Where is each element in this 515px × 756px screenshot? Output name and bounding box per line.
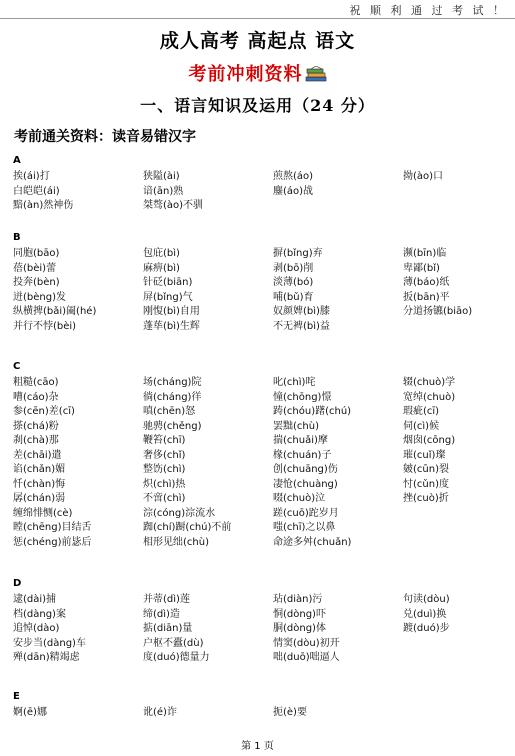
word-entry: 皴(cūn)裂: [403, 464, 449, 475]
word-entry: 殚(dān)精竭虑: [13, 652, 80, 663]
word-entry: 椽(chuán)子: [273, 449, 332, 461]
word-entry: 踱(duó)步: [403, 623, 450, 634]
top-banner: [0, 0, 515, 19]
word-entry: 谙(ān)熟: [143, 185, 184, 197]
word-entry: 宽绰(chuò): [403, 391, 456, 403]
word-entry: 忏(chàn)悔: [13, 478, 66, 490]
word-entry: 淡薄(bó): [273, 277, 314, 288]
word-row: [0, 302, 515, 317]
word-row: [0, 518, 515, 533]
word-entry: 濒(bīn)临: [403, 248, 447, 259]
word-entry: 驰骋(chěng): [143, 420, 202, 432]
group-letter: B: [13, 232, 21, 243]
word-entry: 胴(dòng)体: [273, 623, 326, 634]
word-entry: 档(dàng)案: [13, 608, 66, 620]
word-entry: 句读(dòu): [403, 594, 450, 605]
word-entry: 黯(àn)然神伤: [13, 200, 74, 211]
word-entry: 追悼(dào): [13, 623, 60, 634]
word-row: [0, 634, 515, 649]
word-entry: 卑鄙(bǐ): [403, 262, 440, 274]
word-entry: 迸(bèng)发: [13, 291, 66, 303]
word-entry: 蹉(cuō)跎岁月: [273, 507, 339, 519]
word-entry: 惩(chéng)前毖后: [13, 536, 92, 548]
word-entry: 摒(bǐng)弃: [273, 248, 323, 259]
word-entry: 桀骜(ào)不驯: [143, 200, 204, 211]
word-entry: 粗糙(cāo): [13, 377, 59, 388]
word-row: [0, 417, 515, 432]
section-title: 一、语言知识及运用（24 分）: [140, 96, 375, 115]
group-letter: A: [13, 155, 21, 166]
word-entry: 不啻(chì): [143, 493, 186, 504]
word-entry: 场(cháng)院: [143, 377, 202, 388]
word-entry: 参(cēn)差(cī): [13, 406, 75, 417]
word-row: [0, 431, 515, 446]
word-row: [0, 373, 515, 388]
word-entry: 整饬(chì): [143, 464, 186, 475]
word-entry: 叱(chì)咤: [273, 377, 316, 388]
word-row: [0, 388, 515, 403]
document-subtitle: [0, 60, 515, 86]
word-entry: 命途多舛(chuǎn): [273, 536, 352, 548]
word-entry: 针砭(biān): [143, 277, 193, 288]
word-row: [0, 259, 515, 274]
word-entry: 刹(chà)那: [13, 435, 59, 446]
word-entry: 瑕疵(cī): [403, 406, 440, 417]
word-row: [0, 182, 515, 197]
word-entry: 踌(chóu)躇(chú): [273, 406, 352, 417]
page-number: 第 1 页: [241, 741, 274, 752]
document-title: 成人高考 高起点 语文: [159, 30, 356, 52]
word-entry: 不无裨(bì)益: [273, 320, 330, 332]
word-entry: 讹(é)诈: [143, 707, 177, 718]
word-entry: 同胞(bāo): [13, 248, 60, 259]
word-row: [0, 590, 515, 605]
word-entry: 缔(dì)造: [143, 608, 180, 620]
word-entry: 玷(diàn)污: [273, 594, 323, 605]
word-entry: 搽(chá)粉: [13, 420, 59, 432]
word-entry: 嘈(cáo)杂: [13, 391, 59, 403]
word-entry: 度(duó)德量力: [143, 652, 210, 663]
group-letter: D: [13, 578, 22, 589]
word-entry: 兑(duì)换: [403, 608, 447, 620]
intro-heading: 考前通关资料：读音易错汉字: [14, 129, 196, 145]
word-entry: 屏(bǐng)气: [143, 291, 193, 303]
word-entry: 恫(dòng)吓: [273, 608, 326, 620]
word-row: [0, 167, 515, 182]
word-entry: 狭隘(ài): [143, 171, 180, 182]
word-entry: 分道扬镳(biāo): [403, 306, 473, 317]
word-entry: 薄(báo)纸: [403, 277, 450, 288]
word-entry: 徜(cháng)徉: [143, 391, 202, 403]
word-entry: 忖(cǔn)度: [403, 478, 449, 490]
word-entry: 踟(chí)蹰(chú)不前: [143, 522, 232, 533]
word-entry: 相形见绌(chù): [143, 536, 209, 548]
word-entry: 投奔(bèn): [13, 277, 60, 288]
word-entry: 孱(chán)弱: [13, 493, 66, 504]
banner-slogan: 祝 顺 利 通 过 考 试 ！: [349, 4, 507, 17]
word-row: [0, 317, 515, 332]
word-row: [0, 703, 515, 718]
word-entry: 炽(chì)热: [143, 478, 186, 490]
word-entry: 辍(chuò)学: [403, 377, 456, 388]
word-entry: 憧(chōng)憬: [273, 391, 332, 403]
word-entry: 挫(cuò)折: [403, 493, 449, 504]
word-entry: 户枢不蠹(dù): [143, 637, 204, 649]
word-entry: 包庇(bì): [143, 248, 180, 259]
word-entry: 奢侈(chǐ): [143, 449, 186, 461]
word-row: [0, 489, 515, 504]
word-row: [0, 605, 515, 620]
word-row: [0, 475, 515, 490]
word-entry: 挨(ái)打: [13, 171, 50, 182]
word-entry: 拗(ào)口: [403, 171, 444, 182]
word-row: [0, 460, 515, 475]
word-entry: 扳(bān)平: [403, 291, 450, 303]
word-entry: 蓓(bèi)蕾: [13, 262, 57, 274]
word-entry: 差(chāi)遣: [13, 449, 62, 461]
group-letter: E: [13, 691, 20, 702]
word-entry: 并蒂(dì)莲: [143, 594, 190, 605]
word-entry: 扼(è)要: [273, 707, 307, 718]
group-letter: C: [13, 361, 21, 372]
books-icon: [305, 66, 327, 82]
word-entry: 揣(chuǎi)摩: [273, 435, 328, 446]
word-row: [0, 288, 515, 303]
word-entry: 烟囱(cōng): [403, 435, 456, 446]
word-entry: 嗔(chēn)怒: [143, 406, 196, 417]
word-entry: 掂(diān)量: [143, 623, 193, 634]
word-entry: 凄怆(chuàng): [273, 478, 338, 490]
word-row: [0, 402, 515, 417]
word-entry: 嗤(chī)之以鼻: [273, 522, 336, 533]
word-entry: 安步当(dàng)车: [13, 637, 86, 649]
word-entry: 煎熬(áo): [273, 171, 314, 182]
word-entry: 瞠(chēng)目结舌: [13, 522, 92, 533]
word-entry: 璀(cuǐ)璨: [403, 449, 446, 461]
word-row: [0, 446, 515, 461]
word-entry: 剥(bō)削: [273, 262, 314, 274]
word-entry: 伺(cì)候: [403, 420, 440, 432]
word-row: [0, 504, 515, 519]
word-entry: 麻痹(bì): [143, 262, 180, 274]
word-entry: 罢黜(chù): [273, 420, 319, 432]
word-entry: 鞭笞(chī): [143, 435, 186, 446]
word-entry: 啜(chuò)泣: [273, 493, 326, 504]
word-row: [0, 196, 515, 211]
word-entry: 奴颜婢(bì)膝: [273, 306, 330, 317]
word-entry: 谄(chǎn)媚: [13, 464, 66, 475]
word-entry: 鏖(áo)战: [273, 185, 314, 197]
word-entry: 咄(duō)咄逼人: [273, 652, 340, 663]
word-row: [0, 619, 515, 634]
word-row: [0, 533, 515, 548]
word-row: [0, 273, 515, 288]
word-entry: 刚愎(bì)自用: [143, 306, 200, 317]
word-entry: 哺(bǔ)育: [273, 291, 314, 303]
word-entry: 缠绵悱恻(cè): [13, 507, 73, 519]
word-entry: 蓬荜(bì)生辉: [143, 320, 200, 332]
word-entry: 淙(cóng)淙流水: [143, 507, 216, 519]
word-entry: 逮(dài)捕: [13, 594, 57, 605]
word-entry: 纵横捭(bǎi)阖(hé): [13, 306, 97, 317]
word-entry: 并行不悖(bèi): [13, 320, 77, 332]
word-row: [0, 244, 515, 259]
word-entry: 情窦(dòu)初开: [273, 637, 340, 649]
word-row: [0, 648, 515, 663]
word-entry: 白皑皑(ái): [13, 185, 60, 197]
subtitle-text: 考前冲刺资料: [188, 64, 303, 85]
word-entry: 婀(ē)娜: [13, 707, 47, 718]
word-entry: 创(chuāng)伤: [273, 464, 338, 475]
